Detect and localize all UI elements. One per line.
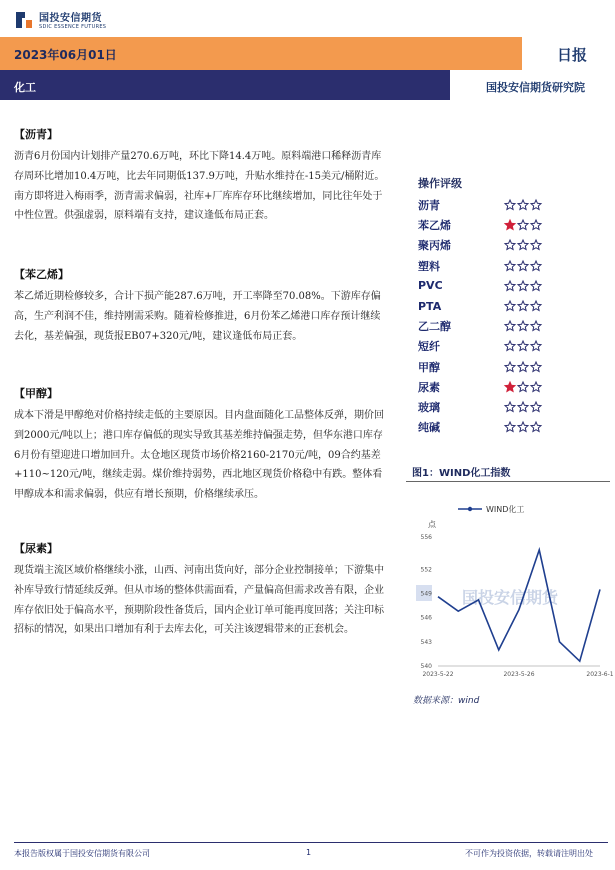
rating-stars: [504, 239, 543, 251]
star-empty-icon: [530, 239, 542, 251]
star-empty-icon: [517, 381, 529, 393]
x-tick-label: 2023-5-26: [503, 671, 535, 678]
rating-product-name: 乙二醇: [418, 320, 451, 334]
star-empty-icon: [517, 421, 529, 433]
rating-product-name: 苯乙烯: [418, 219, 451, 233]
star-empty-icon: [530, 320, 542, 332]
section-styrene: [14, 266, 389, 346]
section-title: 【沥青】: [14, 128, 58, 141]
rating-row: [418, 235, 608, 255]
rating-product-name: PTA: [418, 299, 442, 313]
ratings-list: [418, 195, 608, 437]
star-empty-icon: [504, 300, 516, 312]
rating-row: [418, 397, 608, 417]
star-empty-icon: [504, 320, 516, 332]
rating-stars: [504, 401, 543, 413]
institute-box: [450, 70, 615, 100]
rating-stars: [504, 300, 543, 312]
institute-name: 国投安信期货研究院: [486, 81, 585, 94]
star-empty-icon: [530, 361, 542, 373]
star-empty-icon: [530, 260, 542, 272]
rating-stars: [504, 381, 543, 393]
logo-text-cn: 国投安信期货: [39, 13, 102, 24]
section-body: 现货端主流区域价格继续小涨，山西、河南出货向好，部分企业控制接单；下游集中补库导致行情延续反弹。但从市场的整体供需面看，产量偏高但需求改善有限，企业库存依旧处于偏高水平，预期阶段性备货后，国内企业订单可能再度回落；关注印标招标的情况，如果出口增加有利于去库去化，可关注该逻辑带来的正套机会。: [14, 565, 384, 636]
section-title: 【尿素】: [14, 542, 58, 555]
rating-stars: [504, 320, 543, 332]
y-axis-label: 点: [428, 520, 436, 529]
star-empty-icon: [517, 199, 529, 211]
rating-stars: [504, 260, 543, 272]
star-empty-icon: [517, 260, 529, 272]
wind-chemical-index-chart: [410, 495, 614, 685]
star-filled-icon: [504, 219, 516, 231]
section-title: 【甲醇】: [14, 387, 58, 400]
star-empty-icon: [530, 401, 542, 413]
star-empty-icon: [504, 401, 516, 413]
x-tick-label: 2023-5-22: [422, 671, 454, 678]
rating-product-name: 短纤: [418, 340, 440, 354]
rating-row: [418, 417, 608, 437]
section-methanol: [14, 385, 389, 505]
figure-title: 图1：WIND化工指数: [412, 468, 511, 479]
rating-row: [418, 316, 608, 336]
footer-divider: [14, 842, 608, 843]
star-empty-icon: [504, 199, 516, 211]
legend-marker: [468, 507, 472, 511]
section-title: 【苯乙烯】: [14, 268, 69, 281]
rating-stars: [504, 280, 543, 292]
rating-product-name: 塑料: [418, 259, 440, 273]
star-empty-icon: [504, 421, 516, 433]
footer-copyright: 本报告版权属于国投安信期货有限公司: [14, 849, 150, 858]
report-date: 2023年06月01日: [14, 48, 117, 62]
ratings-title: 操作评级: [418, 177, 462, 190]
rating-stars: [504, 361, 543, 373]
y-tick-label: 552: [420, 566, 432, 574]
star-empty-icon: [517, 300, 529, 312]
star-empty-icon: [517, 401, 529, 413]
figure-title-box: [406, 460, 610, 482]
star-empty-icon: [530, 280, 542, 292]
star-empty-icon: [504, 280, 516, 292]
star-empty-icon: [530, 219, 542, 231]
star-empty-icon: [517, 340, 529, 352]
section-body: 成本下滑是甲醇绝对价格持续走低的主要原因。目内盘面随化工品整体反弹，期价回到2000元/吨以上；港口库存偏低的现实导致其基差维持偏强走势，但华东港口库存6月份有望迎进口增加回升。太仓地区现货市场价格2160-2170元/吨，09合约基差+110~120元/吨，继续走弱。煤价维持弱势，西北地区现货价格稳中有跌。整体看甲醇成本和需求偏弱，供应有增长预期，价格继续承压。: [14, 410, 384, 501]
rating-row: [418, 357, 608, 377]
rating-product-name: 甲醇: [418, 360, 440, 374]
rating-product-name: PVC: [418, 279, 443, 293]
rating-stars: [504, 340, 543, 352]
star-empty-icon: [530, 300, 542, 312]
section-body: 苯乙烯近期检修较多，合计下损产能287.6万吨，开工率降至70.08%。下游库存偏高，生产利润不佳，维持刚需采购。随着检修推进，6月份苯乙烯港口库存预计继续去化，基差偏强，现货报EB07+320元/吨，建议逢低布局正套。: [14, 291, 381, 342]
rating-row: [418, 377, 608, 397]
rating-product-name: 纯碱: [418, 421, 440, 435]
rating-row: [418, 256, 608, 276]
star-empty-icon: [504, 239, 516, 251]
rating-product-name: 尿素: [418, 380, 440, 394]
rating-stars: [504, 421, 543, 433]
rating-row: [418, 215, 608, 235]
star-empty-icon: [504, 340, 516, 352]
star-empty-icon: [517, 320, 529, 332]
logo-mark-icon: [14, 10, 34, 30]
rating-product-name: 玻璃: [418, 400, 440, 414]
section-urea: [14, 540, 389, 640]
company-logo: [14, 9, 106, 30]
ratings-panel: [418, 175, 608, 437]
y-tick-label: 556: [420, 534, 432, 541]
star-empty-icon: [530, 340, 542, 352]
star-empty-icon: [517, 239, 529, 251]
rating-row: [418, 336, 608, 356]
section-body: 沥青6月份国内计划排产量270.6万吨，环比下降14.4万吨。原料端港口稀释沥青库存周环比增加10.4万吨，比去年同期低137.9万吨，升贴水维持在-15美元/桶附近。南方即将进入梅雨季，沥青需求偏弱，社库+厂库库存环比继续增加，同比往年处于中性位置。供强虚弱，原料端有支持，建议逢低布局正套。: [14, 151, 385, 222]
star-empty-icon: [504, 361, 516, 373]
x-tick-label: 2023-6-1: [586, 671, 614, 678]
y-tick-label: 549: [420, 590, 432, 598]
rating-row: [418, 276, 608, 296]
chart-watermark: 国投安信期货: [461, 588, 559, 607]
page-number: 1: [306, 848, 312, 857]
rating-stars: [504, 199, 543, 211]
star-empty-icon: [517, 361, 529, 373]
rating-stars: [504, 219, 543, 231]
star-filled-icon: [504, 381, 516, 393]
y-tick-label: 543: [420, 638, 432, 646]
star-empty-icon: [530, 381, 542, 393]
logo-text-en: SDIC ESSENCE FUTURES: [39, 24, 107, 30]
rating-product-name: 聚丙烯: [418, 239, 451, 253]
figure-source: 数据来源：wind: [413, 696, 480, 706]
star-empty-icon: [530, 421, 542, 433]
star-empty-icon: [504, 260, 516, 272]
footer-disclaimer: 不可作为投资依据，转载请注明出处: [465, 849, 593, 858]
rating-row: [418, 296, 608, 316]
section-asphalt: [14, 126, 389, 226]
star-empty-icon: [517, 280, 529, 292]
y-tick-label: 546: [420, 614, 432, 622]
rating-row: [418, 195, 608, 215]
star-empty-icon: [530, 199, 542, 211]
doc-type: 日报: [556, 46, 587, 64]
sector-title: 化工: [14, 81, 36, 94]
legend-label: WIND化工: [486, 505, 525, 514]
star-empty-icon: [517, 219, 529, 231]
y-tick-label: 540: [420, 663, 432, 670]
rating-product-name: 沥青: [418, 199, 440, 213]
